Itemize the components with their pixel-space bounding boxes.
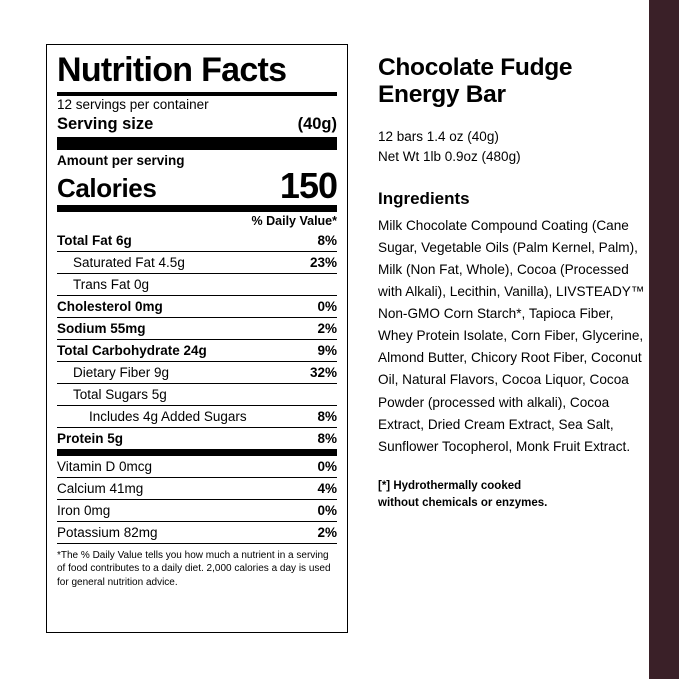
daily-value-footnote: *The % Daily Value tells you how much a nutrient in a serving of food contributes to a daily diet. 2,000 calories a day is used for general nutrition advice. [57, 549, 331, 588]
nutrient-row [57, 251, 337, 273]
nutrient-row [57, 427, 337, 449]
pack-count-line: 12 bars 1.4 oz (40g) [378, 128, 499, 144]
micronutrient-name: Vitamin D 0mcg [57, 458, 153, 474]
micronutrient-row [57, 499, 337, 521]
micronutrient-name: Iron 0mg [57, 502, 111, 518]
daily-value-header: % Daily Value* [251, 213, 337, 228]
serving-size-label: Serving size [57, 114, 154, 133]
nutrient-name: Total Fat 6g [57, 232, 132, 248]
nutrient-row [57, 361, 337, 383]
servings-per-container: 12 servings per container [57, 96, 209, 112]
nutrient-row [57, 383, 337, 405]
nutrient-name: Includes 4g Added Sugars [89, 408, 247, 424]
nutrient-name: Total Carbohydrate 24g [57, 342, 207, 358]
micronutrient-daily-value: 0% [317, 502, 337, 518]
product-title: Chocolate Fudge Energy Bar [378, 54, 573, 109]
nutrient-daily-value: 23% [309, 254, 337, 270]
nutrient-row [57, 317, 337, 339]
ingredients-note-line-2: without chemicals or enzymes. [378, 496, 548, 509]
micronutrient-row [57, 477, 337, 499]
micronutrient-daily-value: 0% [317, 458, 337, 474]
nutrient-daily-value: 8% [317, 408, 337, 424]
nutrient-name: Sodium 55mg [57, 320, 146, 336]
divider [57, 449, 337, 456]
nutrient-row [57, 405, 337, 427]
nutrient-daily-value: 8% [317, 430, 337, 446]
nutrient-name: Cholesterol 0mg [57, 298, 163, 314]
nutrient-daily-value: 32% [309, 364, 337, 380]
ingredients-heading: Ingredients [378, 189, 470, 209]
ingredients-note [378, 478, 648, 513]
nutrient-daily-value: 8% [317, 232, 337, 248]
divider [57, 137, 337, 150]
nutrient-row [57, 295, 337, 317]
nutrient-daily-value: 9% [317, 342, 337, 358]
nutrition-facts-panel [46, 44, 348, 633]
micronutrient-row [57, 521, 337, 543]
serving-size-value: (40g) [297, 114, 337, 133]
net-weight-line: Net Wt 1lb 0.9oz (480g) [378, 149, 521, 165]
amount-per-serving-label: Amount per serving [57, 152, 185, 168]
nutrient-name: Total Sugars 5g [73, 386, 167, 402]
micronutrient-rows [57, 456, 337, 543]
calories-label: Calories [57, 172, 157, 203]
micronutrient-daily-value: 4% [317, 480, 337, 496]
nutrient-rows [57, 230, 337, 449]
product-info [348, 44, 648, 679]
nutrient-row [57, 339, 337, 361]
micronutrient-daily-value: 2% [317, 524, 337, 540]
micronutrient-name: Calcium 41mg [57, 480, 144, 496]
calories-row [57, 164, 337, 206]
divider [57, 205, 337, 212]
nutrient-name: Dietary Fiber 9g [73, 364, 170, 380]
micronutrient-row [57, 456, 337, 477]
calories-value: 150 [279, 164, 337, 206]
ingredients-text: Milk Chocolate Compound Coating (Cane Sugar, Vegetable Oils (Palm Kernel, Palm), Milk (Non Fat, Whole), Cocoa (Processed with Alkali), Lecithin, Vanilla), LIVSTEADY™ Non-GMO Corn Starch*, Tapioca Fiber, Whey Protein Isolate, Corn Fiber, Glycerine, Almond Butter, Chicory Root Fiber, Coconut Oil, Natural Flavors, Cocoa Liquor, Cocoa Powder (processed with alkali), Cocoa Extract, Dried Cream Extract, Sea Salt, Sunflower Tocopherol, Monk Fruit Extract. [378, 218, 645, 454]
nutrient-row [57, 273, 337, 295]
page-edge-strip [649, 0, 679, 679]
nutrition-facts-title: Nutrition Facts [57, 51, 287, 89]
nutrient-row [57, 230, 337, 251]
serving-size-row [57, 114, 337, 137]
nutrient-daily-value: 0% [317, 298, 337, 314]
nutrient-name: Trans Fat 0g [73, 276, 150, 292]
pack-details [378, 127, 648, 168]
ingredients-note-line-1: [*] Hydrothermally cooked [378, 479, 522, 492]
nutrient-daily-value: 2% [317, 320, 337, 336]
micronutrient-name: Potassium 82mg [57, 524, 158, 540]
nutrient-name: Saturated Fat 4.5g [73, 254, 185, 270]
nutrient-name: Protein 5g [57, 430, 124, 446]
